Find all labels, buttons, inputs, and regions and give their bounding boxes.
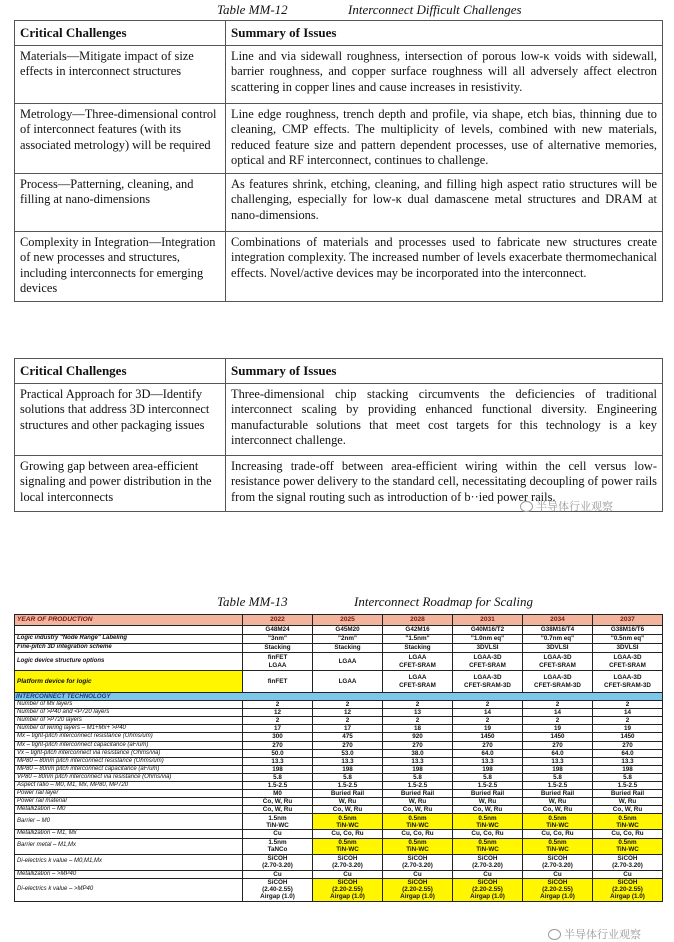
value-cell: Buried Rail [523,790,593,798]
value-cell: 14 [453,709,523,717]
section-header-row [15,693,663,701]
roadmap-row [15,717,663,725]
value-cell: LGAA-3D CFET-SRAM-3D [593,671,663,693]
table-row [15,383,663,455]
value-cell: 198 [243,765,313,773]
value-cell: 2 [523,717,593,725]
table-row [15,103,663,173]
value-cell: G38M16/T6 [593,626,663,635]
roadmap-row [15,878,663,901]
value-cell: 1.5-2.5 [523,782,593,790]
value-cell: G45M20 [313,626,383,635]
value-cell: Buried Rail [593,790,663,798]
roadmap-row [15,765,663,773]
row-label: Aspect ratio – M0, M1, Mx, MP80, MP720 [15,782,243,790]
value-cell: 270 [593,741,663,749]
value-cell: SiCOH (2.70-3.20) [383,854,453,870]
row-label: Di-electrics k value – >MP40 [15,878,243,901]
roadmap-row [15,749,663,757]
value-cell: 2 [453,701,523,709]
roadmap-table-body [15,615,663,902]
value-cell: Stacking [313,644,383,653]
value-cell: 3DVLSI [453,644,523,653]
value-cell: 1.5nm TaNCo [243,838,313,854]
value-cell: Co, W, Ru [453,806,523,814]
roadmap-row [15,773,663,781]
value-cell: 17 [313,725,383,733]
value-cell: 13.3 [593,757,663,765]
value-cell: LGAA-3D CFET-SRAM [523,653,593,671]
row-label: Metallization – >MP40 [15,870,243,878]
value-cell: 198 [593,765,663,773]
value-cell: Buried Rail [383,790,453,798]
challenge-cell: Growing gap between area-efficient signaling and power distribution in the local interconnects [15,455,226,511]
value-cell: 198 [453,765,523,773]
value-cell: 0.5nm TiN-WC [453,838,523,854]
value-cell: 0.5nm TiN-WC [313,838,383,854]
value-cell: 300 [243,733,313,741]
value-cell: 5.8 [453,773,523,781]
value-cell: SiCOH (2.70-3.20) [453,854,523,870]
value-cell: 920 [383,733,453,741]
year-cell: 2031 [453,615,523,626]
row-label [15,626,243,635]
value-cell: 2 [593,701,663,709]
value-cell: 14 [593,709,663,717]
value-cell: M0 [243,790,313,798]
row-label: Power rail material [15,798,243,806]
challenges-table-1 [14,20,663,302]
roadmap-row [15,701,663,709]
row-label: Logic device structure options [15,653,243,671]
value-cell: 0.5nm TiN-WC [453,814,523,830]
row-label: Logic industry "Node Range" Labeling [15,635,243,644]
challenge-cell: Metrology—Three-dimensional control of interconnect features (with its associated metrology) will be required [15,103,226,173]
roadmap-row [15,644,663,653]
row-label: Di-electrics k value – M0,M1,Mx [15,854,243,870]
value-cell: Cu [593,870,663,878]
challenges-table-2 [14,358,663,512]
value-cell: Cu [453,870,523,878]
value-cell: W, Ru [523,798,593,806]
row-label: Mx – tight-pitch interconnect resistance (Ohms/um) [15,733,243,741]
roadmap-row [15,798,663,806]
value-cell: "0.7nm eq" [523,635,593,644]
value-cell: W, Ru [593,798,663,806]
value-cell: 18 [383,725,453,733]
value-cell: finFET LGAA [243,653,313,671]
value-cell: 13.3 [243,757,313,765]
value-cell: SiCOH (2.70-3.20) [243,854,313,870]
value-cell: 2 [243,701,313,709]
value-cell: W, Ru [453,798,523,806]
value-cell: Co, W, Ru [313,806,383,814]
value-cell: LGAA [313,653,383,671]
year-label: YEAR OF PRODUCTION [15,615,243,626]
value-cell: 270 [313,741,383,749]
value-cell: 2 [383,717,453,725]
year-cell: 2034 [523,615,593,626]
value-cell: G40M16/T2 [453,626,523,635]
row-label: Mx – tight-pitch interconnect capacitance (aF/um) [15,741,243,749]
value-cell: 13.3 [523,757,593,765]
table-mm12-number: Table MM-12 [217,2,288,17]
value-cell: 2 [523,701,593,709]
value-cell: 19 [523,725,593,733]
value-cell: Cu [383,870,453,878]
row-label: Metallization – M0 [15,806,243,814]
roadmap-row [15,671,663,693]
year-cell: 2037 [593,615,663,626]
table-mm13-number: Table MM-13 [217,594,288,609]
table-mm13-caption [0,594,674,610]
value-cell: Cu, Co, Ru [313,830,383,838]
value-cell: 5.8 [243,773,313,781]
value-cell: Cu [243,830,313,838]
roadmap-row [15,870,663,878]
challenges-table-header [15,359,663,384]
wechat-icon [548,929,561,940]
value-cell: W, Ru [383,798,453,806]
value-cell: Co, W, Ru [243,798,313,806]
value-cell: Cu, Co, Ru [383,830,453,838]
challenge-cell: Complexity in Integration—Integration of new processes and structures, including interconnects for emerging devices [15,231,226,301]
value-cell: 2 [243,717,313,725]
value-cell: SiCOH (2.70-3.20) [523,854,593,870]
value-cell: G38M16/T4 [523,626,593,635]
value-cell: 12 [243,709,313,717]
value-cell: 2 [593,717,663,725]
value-cell: 1.5-2.5 [383,782,453,790]
row-label: Vx – tight-pitch interconnect via resistance (Ohms/via) [15,749,243,757]
value-cell: Cu, Co, Ru [453,830,523,838]
value-cell: SiCOH (2.20-2.55) Airgap (1.0) [313,878,383,901]
value-cell: Cu, Co, Ru [523,830,593,838]
row-label: VP80 – 80nm pitch interconnect via resistance (Ohms/via) [15,773,243,781]
value-cell: 0.5nm TiN-WC [523,814,593,830]
value-cell: 13.3 [383,757,453,765]
value-cell: 38.0 [383,749,453,757]
row-label: MP80 – 80nm pitch interconnect resistance (Ohms/um) [15,757,243,765]
value-cell: SiCOH (2.40-2.55) Airgap (1.0) [243,878,313,901]
value-cell: 2 [383,701,453,709]
header-critical-challenges: Critical Challenges [15,21,226,46]
wechat-icon [520,501,533,512]
value-cell: "3nm" [243,635,313,644]
value-cell: LGAA CFET-SRAM [383,671,453,693]
value-cell: SiCOH (2.20-2.55) Airgap (1.0) [383,878,453,901]
table-mm12-title: Interconnect Difficult Challenges [348,2,522,17]
row-label: Metallization – M1, Mx [15,830,243,838]
value-cell: 0.5nm TiN-WC [593,814,663,830]
value-cell: 64.0 [593,749,663,757]
value-cell: 5.8 [383,773,453,781]
value-cell: 5.8 [313,773,383,781]
value-cell: 53.0 [313,749,383,757]
year-cell: 2022 [243,615,313,626]
row-label: Barrier metal – M1,Mx [15,838,243,854]
section-title: INTERCONNECT TECHNOLOGY [15,693,663,701]
roadmap-row [15,830,663,838]
value-cell: 270 [453,741,523,749]
value-cell: Stacking [243,644,313,653]
value-cell: 0.5nm TiN-WC [523,838,593,854]
value-cell: Cu [243,870,313,878]
value-cell: 0.5nm TiN-WC [383,838,453,854]
roadmap-row [15,709,663,717]
value-cell: 2 [313,701,383,709]
summary-cell: Line and via sidewall roughness, intersection of porous low-κ voids with sidewall, barrier roughness, and copper surface roughness will all adversely affect electron scattering in copper lines and cause increases in resistivity. [226,45,663,103]
value-cell: SiCOH (2.20-2.55) Airgap (1.0) [453,878,523,901]
value-cell: 1450 [593,733,663,741]
summary-cell: Combinations of materials and processes used to fabricate new structures create integration complexity. The increased number of levels exacerbate thermomechanical effects. Novel/active devices may be incorporated into the interconnect. [226,231,663,301]
value-cell: finFET [243,671,313,693]
watermark [548,926,641,942]
value-cell: Co, W, Ru [593,806,663,814]
table-row [15,45,663,103]
value-cell: 3DVLSI [593,644,663,653]
year-of-production-row [15,615,663,626]
value-cell: Stacking [383,644,453,653]
value-cell: 5.8 [593,773,663,781]
value-cell: 1.5nm TiN-WC [243,814,313,830]
value-cell: 1.5-2.5 [313,782,383,790]
value-cell: 270 [383,741,453,749]
value-cell: Cu [523,870,593,878]
summary-cell: As features shrink, etching, cleaning, and filling high aspect ratio structures will be challenging, especially for low-κ dual damascene metal structures and DRAM at nano-dimensions. [226,173,663,231]
watermark [520,498,613,514]
watermark-text: 半导体行业观察 [536,500,613,513]
roadmap-row [15,733,663,741]
value-cell: Buried Rail [313,790,383,798]
value-cell: 64.0 [523,749,593,757]
value-cell: 475 [313,733,383,741]
header-summary-of-issues: Summary of Issues [226,359,663,384]
value-cell: "1.0nm eq" [453,635,523,644]
summary-cell: Line edge roughness, trench depth and profile, via shape, etch bias, thinning due to cleaning, CMP effects. The multiplicity of levels, combined with new materials, reduced feature size and pattern dependent processes, use of alternative memories, optical and RF interconnect, continues to challenge. [226,103,663,173]
roadmap-row [15,838,663,854]
row-label: Number of wiring layers – M1+Mx+ >P40 [15,725,243,733]
value-cell: 0.5nm TiN-WC [593,838,663,854]
summary-cell: Three-dimensional chip stacking circumvents the deficiencies of traditional interconnect scaling by providing enhanced functional diversity. Engineering manufacturable solutions that meet cost targets for this technology is a key interconnect challenge. [226,383,663,455]
summary-cell: Increasing trade-off between area-efficient wiring within the cell versus low-resistance power delivery to the standard cell, necessitating decoupling of power rails from the signal routing such as introduction of b··ied power rails. [226,455,663,511]
table-row [15,173,663,231]
value-cell: W, Ru [313,798,383,806]
row-label: Platform device for logic [15,671,243,693]
value-cell: LGAA CFET-SRAM [383,653,453,671]
value-cell: SiCOH (2.70-3.20) [313,854,383,870]
value-cell: LGAA [313,671,383,693]
value-cell: 13.3 [313,757,383,765]
value-cell: 1.5-2.5 [243,782,313,790]
value-cell: 13 [383,709,453,717]
value-cell: 3DVLSI [523,644,593,653]
value-cell: SiCOH (2.20-2.55) Airgap (1.0) [593,878,663,901]
challenge-cell: Process—Patterning, cleaning, and filling at nano-dimensions [15,173,226,231]
row-label: MP80 – 80nm pitch interconnect capacitance (aF/um) [15,765,243,773]
roadmap-row [15,806,663,814]
row-label: Barrier – M0 [15,814,243,830]
value-cell: 198 [523,765,593,773]
roadmap-row [15,653,663,671]
row-label: Number of >P40 and <P720 layers [15,709,243,717]
value-cell: Cu, Co, Ru [593,830,663,838]
roadmap-row [15,725,663,733]
value-cell: Co, W, Ru [243,806,313,814]
value-cell: Co, W, Ru [523,806,593,814]
roadmap-row [15,790,663,798]
row-label: Fine-pitch 3D integration scheme [15,644,243,653]
value-cell: 17 [243,725,313,733]
row-label: Number of >P720 layers [15,717,243,725]
value-cell: 50.0 [243,749,313,757]
challenge-cell: Practical Approach for 3D—Identify solutions that address 3D interconnect structures and other packaging issues [15,383,226,455]
value-cell: 1450 [453,733,523,741]
value-cell: 0.5nm TiN-WC [313,814,383,830]
year-cell: 2025 [313,615,383,626]
value-cell: "2nm" [313,635,383,644]
year-cell: 2028 [383,615,453,626]
value-cell: 0.5nm TiN-WC [383,814,453,830]
roadmap-row [15,626,663,635]
value-cell: LGAA-3D CFET-SRAM-3D [523,671,593,693]
table-mm12-caption [0,2,674,18]
row-label: Power rail layer [15,790,243,798]
value-cell: LGAA-3D CFET-SRAM-3D [453,671,523,693]
value-cell: 270 [523,741,593,749]
value-cell: 64.0 [453,749,523,757]
value-cell: 198 [383,765,453,773]
header-critical-challenges: Critical Challenges [15,359,226,384]
value-cell: "0.5nm eq" [593,635,663,644]
value-cell: 1.5-2.5 [593,782,663,790]
roadmap-row [15,854,663,870]
value-cell: SiCOH (2.70-3.20) [593,854,663,870]
value-cell: 12 [313,709,383,717]
value-cell: Buried Rail [453,790,523,798]
value-cell: 1.5-2.5 [453,782,523,790]
roadmap-row [15,757,663,765]
value-cell: G48M24 [243,626,313,635]
roadmap-row [15,782,663,790]
value-cell: 2 [313,717,383,725]
roadmap-row [15,814,663,830]
value-cell: LGAA-3D CFET-SRAM [453,653,523,671]
value-cell: G42M16 [383,626,453,635]
value-cell: 198 [313,765,383,773]
value-cell: 5.8 [523,773,593,781]
value-cell: 19 [453,725,523,733]
roadmap-table [14,614,663,902]
value-cell: 2 [453,717,523,725]
value-cell: 19 [593,725,663,733]
value-cell: LGAA-3D CFET-SRAM [593,653,663,671]
row-label: Number of Mx layers [15,701,243,709]
header-summary-of-issues: Summary of Issues [226,21,663,46]
table-mm13-title: Interconnect Roadmap for Scaling [354,594,533,609]
value-cell: 14 [523,709,593,717]
roadmap-row [15,635,663,644]
value-cell: "1.5nm" [383,635,453,644]
value-cell: Co, W, Ru [383,806,453,814]
roadmap-row [15,741,663,749]
value-cell: 13.3 [453,757,523,765]
value-cell: SiCOH (2.20-2.55) Airgap (1.0) [523,878,593,901]
challenges-table-header [15,21,663,46]
value-cell: 1450 [523,733,593,741]
value-cell: Cu [313,870,383,878]
challenge-cell: Materials—Mitigate impact of size effects in interconnect structures [15,45,226,103]
value-cell: 270 [243,741,313,749]
table-row [15,231,663,301]
watermark-text: 半导体行业观察 [564,928,641,941]
